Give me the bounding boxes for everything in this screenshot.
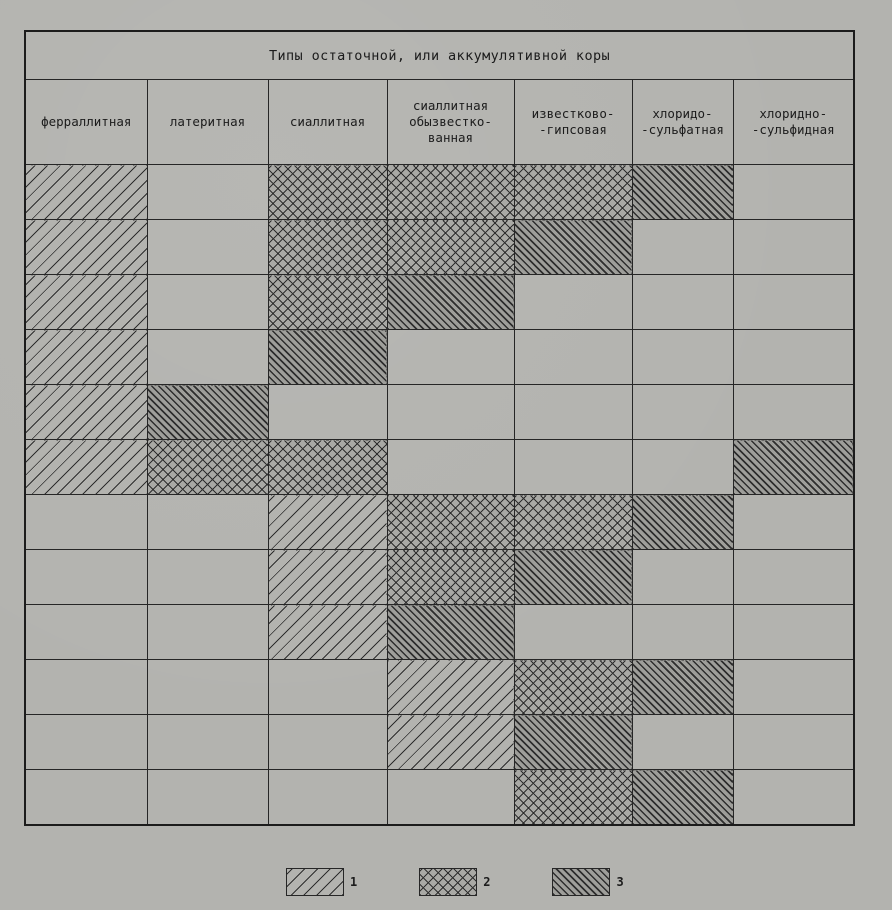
column-header (268, 80, 387, 165)
column-header (387, 80, 514, 165)
hatch-2-cell (387, 495, 514, 550)
table-row (25, 660, 854, 715)
legend-swatch-cross-hatch (419, 868, 477, 896)
empty-cell (147, 165, 268, 220)
empty-cell (733, 385, 854, 440)
weathering-crust-table (24, 30, 855, 826)
table-row (25, 715, 854, 770)
hatch-3-cell (514, 715, 632, 770)
empty-cell (147, 330, 268, 385)
hatch-2-cell (268, 165, 387, 220)
hatch-3-cell (733, 440, 854, 495)
hatch-2-cell (387, 165, 514, 220)
hatch-1-cell (25, 330, 147, 385)
hatch-3-cell (632, 660, 733, 715)
hatch-2-cell (268, 220, 387, 275)
empty-cell (147, 605, 268, 660)
hatch-3-cell (514, 220, 632, 275)
empty-cell (733, 220, 854, 275)
empty-cell (387, 385, 514, 440)
empty-cell (733, 715, 854, 770)
empty-cell (632, 440, 733, 495)
table-row (25, 165, 854, 220)
empty-cell (514, 330, 632, 385)
empty-cell (733, 660, 854, 715)
empty-cell (147, 220, 268, 275)
column-header-label: хлоридо- -сульфатная (641, 106, 724, 137)
hatch-1-cell (268, 605, 387, 660)
hatch-3-cell (514, 550, 632, 605)
empty-cell (387, 770, 514, 826)
legend-item (552, 868, 623, 896)
hatch-2-cell (147, 440, 268, 495)
legend-item (286, 868, 357, 896)
hatch-3-cell (147, 385, 268, 440)
hatch-1-cell (387, 660, 514, 715)
hatch-2-cell (268, 440, 387, 495)
table-row (25, 330, 854, 385)
empty-cell (387, 330, 514, 385)
hatch-2-cell (514, 165, 632, 220)
hatch-3-cell (632, 165, 733, 220)
empty-cell (25, 605, 147, 660)
empty-cell (632, 220, 733, 275)
empty-cell (514, 440, 632, 495)
empty-cell (147, 715, 268, 770)
empty-cell (25, 770, 147, 826)
column-header-label: латеритная (169, 114, 246, 129)
table-row (25, 770, 854, 826)
table-row (25, 440, 854, 495)
empty-cell (733, 770, 854, 826)
empty-cell (632, 330, 733, 385)
table-row (25, 495, 854, 550)
hatch-2-cell (514, 770, 632, 826)
column-header-row (25, 80, 854, 165)
hatch-3-cell (268, 330, 387, 385)
table-title: Типы остаточной, или аккумулятивной коры (25, 31, 854, 80)
column-header-label: ферраллитная (41, 114, 132, 129)
hatch-1-cell (268, 550, 387, 605)
empty-cell (632, 605, 733, 660)
hatch-1-cell (25, 440, 147, 495)
empty-cell (147, 550, 268, 605)
empty-cell (733, 550, 854, 605)
table-row (25, 220, 854, 275)
legend-swatch-single-hatch (286, 868, 344, 896)
empty-cell (147, 275, 268, 330)
empty-cell (514, 275, 632, 330)
empty-cell (632, 550, 733, 605)
hatch-2-cell (514, 660, 632, 715)
column-header-label: хлоридно- -сульфидная (751, 106, 835, 137)
column-header (147, 80, 268, 165)
hatch-3-cell (387, 605, 514, 660)
empty-cell (632, 275, 733, 330)
column-header-label: сиаллитная обызвестко- ванная (409, 98, 492, 145)
empty-cell (147, 495, 268, 550)
empty-cell (733, 495, 854, 550)
legend-label: 2 (483, 875, 491, 889)
empty-cell (733, 275, 854, 330)
empty-cell (25, 715, 147, 770)
hatch-2-cell (514, 495, 632, 550)
hatch-2-cell (387, 550, 514, 605)
table-row (25, 605, 854, 660)
column-header-label: известково- -гипсовая (531, 106, 615, 137)
empty-cell (514, 385, 632, 440)
empty-cell (268, 385, 387, 440)
empty-cell (268, 770, 387, 826)
empty-cell (147, 660, 268, 715)
empty-cell (632, 385, 733, 440)
empty-cell (733, 605, 854, 660)
empty-cell (25, 550, 147, 605)
empty-cell (733, 165, 854, 220)
hatch-1-cell (25, 385, 147, 440)
column-header (514, 80, 632, 165)
empty-cell (147, 770, 268, 826)
column-header (632, 80, 733, 165)
legend-label: 3 (616, 875, 624, 889)
column-header (25, 80, 147, 165)
legend (286, 868, 624, 896)
pattern-grid (25, 165, 854, 826)
empty-cell (268, 660, 387, 715)
legend-swatch-dense-hatch (552, 868, 610, 896)
legend-label: 1 (350, 875, 358, 889)
hatch-3-cell (387, 275, 514, 330)
hatch-1-cell (25, 165, 147, 220)
column-header (733, 80, 854, 165)
hatch-1-cell (268, 495, 387, 550)
table-row (25, 275, 854, 330)
hatch-1-cell (387, 715, 514, 770)
empty-cell (387, 440, 514, 495)
hatch-3-cell (632, 495, 733, 550)
hatch-1-cell (25, 275, 147, 330)
hatch-3-cell (632, 770, 733, 826)
table-row (25, 550, 854, 605)
empty-cell (632, 715, 733, 770)
table-row (25, 385, 854, 440)
hatch-2-cell (268, 275, 387, 330)
empty-cell (733, 330, 854, 385)
column-header-label: сиаллитная (289, 114, 366, 129)
empty-cell (268, 715, 387, 770)
empty-cell (514, 605, 632, 660)
hatch-1-cell (25, 220, 147, 275)
legend-item (419, 868, 490, 896)
hatch-2-cell (387, 220, 514, 275)
empty-cell (25, 495, 147, 550)
empty-cell (25, 660, 147, 715)
